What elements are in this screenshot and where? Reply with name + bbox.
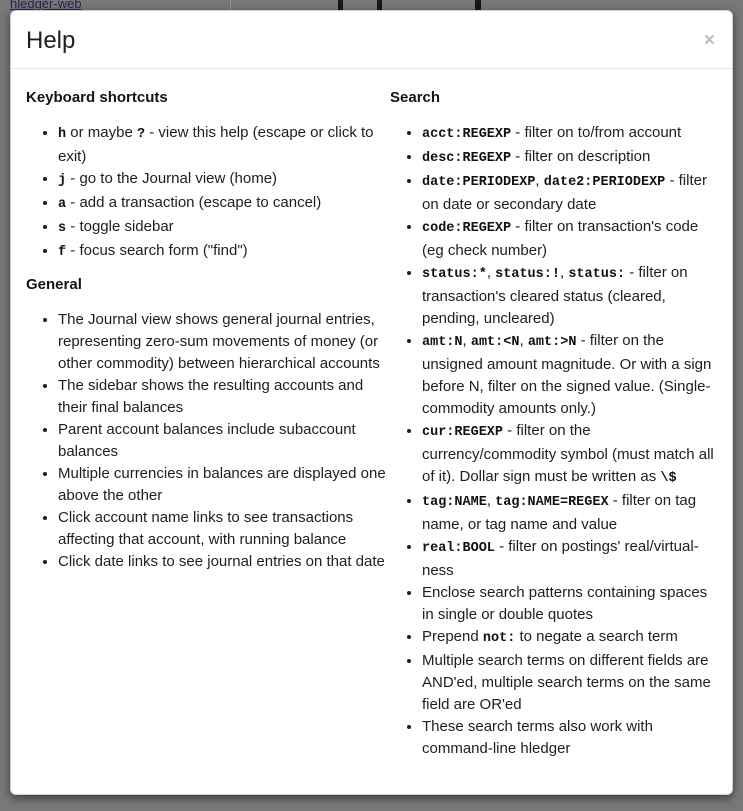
code-token: status:! — [495, 267, 560, 282]
code-token: status: — [568, 267, 626, 282]
code-token: ? — [136, 127, 146, 142]
column-search — [390, 79, 717, 772]
list-item: • date:PERIODEXP, date2:PERIODEXP - filter on date or secondary date — [422, 170, 717, 216]
help-dialog — [10, 10, 733, 795]
list-item: • code:REGEXP - filter on transaction's code (eg check number) — [422, 216, 717, 262]
modal-backdrop[interactable] — [0, 0, 743, 10]
code-token: tag:NAME=REGEX — [495, 495, 609, 510]
bullet-list — [26, 122, 390, 264]
section-heading: Search — [390, 89, 441, 106]
code-token: date:PERIODEXP — [422, 175, 536, 190]
background-heading-fragment — [377, 0, 382, 10]
list-item: • a - add a transaction (escape to cancel) — [58, 192, 390, 216]
code-token: code:REGEXP — [422, 221, 512, 236]
code-token: s — [58, 221, 67, 236]
list-item: • These search terms also work with command-line hledger — [422, 716, 717, 760]
list-item: • h or maybe ? - view this help (escape or click to exit) — [58, 122, 390, 168]
list-item: • Multiple search terms on different fields are AND'ed, multiple search terms on the same field are OR'ed — [422, 650, 717, 716]
list-item: • acct:REGEXP - filter on to/from account — [422, 122, 717, 146]
code-token: acct:REGEXP — [422, 127, 512, 142]
code-token: amt:N — [422, 335, 463, 350]
list-item: • f - focus search form ("find") — [58, 240, 390, 264]
background-heading-fragment — [338, 0, 343, 10]
background-heading-fragment — [475, 0, 481, 10]
list-item: • amt:N, amt:<N, amt:>N - filter on the unsigned amount magnitude. Or with a sign before N, filter on the signed value. (Single-commodity amounts only.) — [422, 330, 717, 420]
list-item: • status:*, status:!, status: - filter on transaction's cleared status (cleared, pending, uncleared) — [422, 262, 717, 330]
list-item: • Prepend not: to negate a search term — [422, 626, 717, 650]
code-token: h — [58, 127, 67, 142]
code-token: amt:>N — [527, 335, 577, 350]
sidebar-divider — [230, 0, 231, 10]
code-token: a — [58, 197, 67, 212]
list-item: • tag:NAME, tag:NAME=REGEX - filter on tag name, or tag name and value — [422, 490, 717, 536]
list-item: • desc:REGEXP - filter on description — [422, 146, 717, 170]
list-item: • Enclose search patterns containing spaces in single or double quotes — [422, 582, 717, 626]
code-token: not: — [482, 631, 516, 646]
code-token: f — [58, 245, 67, 260]
code-token: desc:REGEXP — [422, 151, 512, 166]
close-icon[interactable]: × — [703, 30, 715, 51]
list-item: • s - toggle sidebar — [58, 216, 390, 240]
list-item: • j - go to the Journal view (home) — [58, 168, 390, 192]
list-item: • The Journal view shows general journal entries, representing zero-sum movements of money (or other commodity) between hierarchical accounts — [58, 309, 390, 375]
code-token: amt:<N — [470, 335, 520, 350]
bullet-list — [26, 309, 390, 573]
app-title-link[interactable]: hledger-web — [10, 0, 82, 10]
code-token: tag:NAME — [422, 495, 487, 510]
list-item: • Click account name links to see transactions affecting that account, with running balance — [58, 507, 390, 551]
list-item: • Parent account balances include subaccount balances — [58, 419, 390, 463]
dialog-body — [11, 69, 732, 792]
bullet-list — [390, 122, 717, 760]
code-token: \$ — [660, 471, 677, 486]
code-token: date2:PERIODEXP — [543, 175, 666, 190]
list-item: • cur:REGEXP - filter on the currency/commodity symbol (must match all of it). Dollar sign must be written as \$ — [422, 420, 717, 490]
code-token: status:* — [422, 267, 487, 282]
column-keyboard-general — [26, 79, 390, 772]
list-item: • Click date links to see journal entries on that date — [58, 551, 390, 573]
code-token: real:BOOL — [422, 541, 495, 556]
dialog-header — [11, 11, 732, 69]
section-heading: General — [26, 276, 82, 293]
dialog-title: Help — [26, 27, 76, 54]
code-token: j — [58, 173, 67, 188]
list-item: • real:BOOL - filter on postings' real/virtual-ness — [422, 536, 717, 582]
list-item: • The sidebar shows the resulting accounts and their final balances — [58, 375, 390, 419]
section-heading: Keyboard shortcuts — [26, 89, 168, 106]
code-token: cur:REGEXP — [422, 425, 504, 440]
list-item: • Multiple currencies in balances are displayed one above the other — [58, 463, 390, 507]
